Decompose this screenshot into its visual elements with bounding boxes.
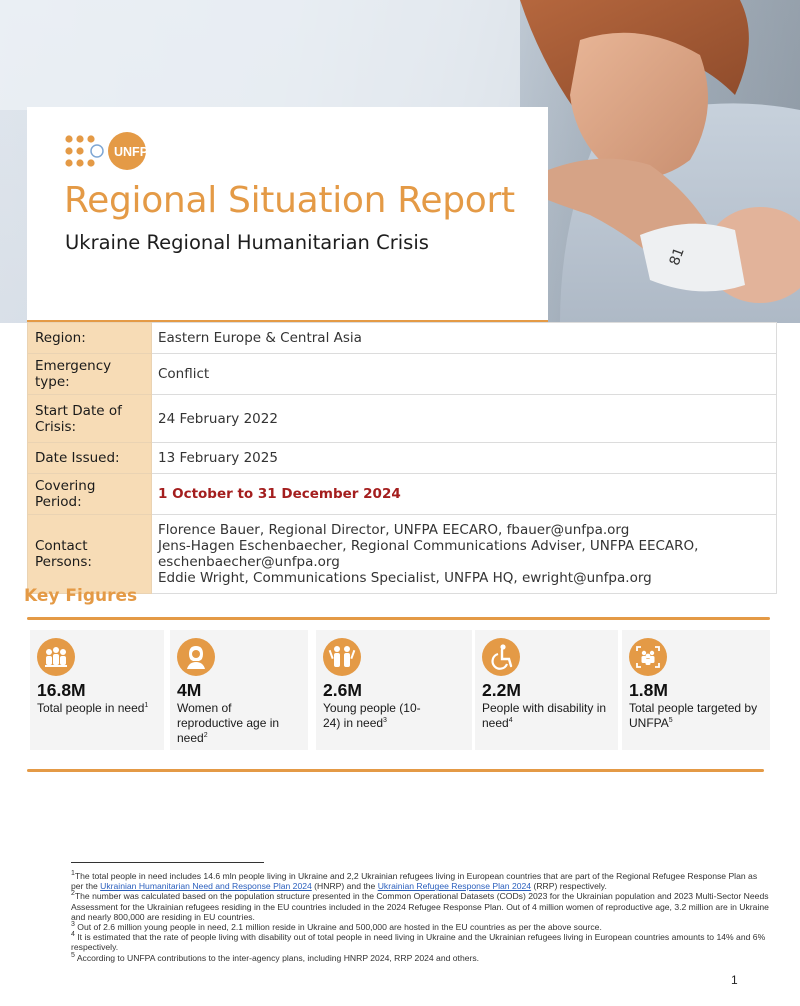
page-subtitle: Ukraine Regional Humanitarian Crisis	[65, 231, 429, 254]
footnote-rule	[71, 862, 264, 863]
hnrp-link[interactable]: Ukrainian Humanitarian Need and Response Plan 2024	[100, 881, 312, 892]
emergency-type-label: Emergency type:	[28, 354, 152, 395]
rrp-link[interactable]: Ukrainian Refugee Response Plan 2024	[377, 881, 532, 892]
key-figure-card	[170, 630, 308, 750]
unfpa-logo	[63, 131, 213, 175]
footnote-marker: 5	[71, 951, 75, 959]
contact-line: eschenbaecher@unfpa.org	[158, 554, 340, 570]
footnote-ref: 5	[668, 717, 673, 724]
key-figure-label	[323, 701, 433, 731]
footnote-4	[71, 932, 771, 952]
key-figures-divider-top	[27, 617, 770, 620]
page-number: 1	[731, 973, 738, 987]
date-issued-value: 13 February 2025	[152, 443, 777, 474]
key-figure-card	[30, 630, 164, 750]
footnote-text: (HNRP) and the	[311, 881, 378, 892]
footnote-text: Out of 2.6 million young people in need, 2.1 million reside in Ukraine and 500,000 are hosted in the EU countries as per the above source.	[77, 922, 602, 933]
key-figure-value: 2.6M	[323, 680, 362, 700]
footnote-ref: 2	[203, 732, 208, 739]
footnote-marker: 4	[71, 931, 75, 939]
footnote-text: (RRP) respectively.	[531, 881, 607, 892]
key-figure-card	[475, 630, 618, 750]
logo-text: UNFPA	[114, 145, 157, 159]
table-row	[28, 323, 777, 354]
footnote-ref: 1	[144, 702, 149, 709]
hero-photo	[0, 0, 800, 323]
footnote-text: The total people in need includes 14.6 mln people living in Ukraine and 2,2 Ukrainian refugees living in European countries that are part of the Regional Refugee Response Plan as per the	[71, 871, 758, 892]
contact-line: Jens-Hagen Eschenbaecher, Regional Communications Adviser, UNFPA EECARO,	[158, 538, 699, 554]
footnote-5	[71, 953, 771, 963]
title-card	[27, 107, 548, 320]
footnote-text: It is estimated that the rate of people living with disability out of total people in need living in Ukraine and the Ukrainian refugees living in European countries amounts to 14% and 6% respectively.	[71, 932, 766, 953]
contact-persons-value	[152, 515, 777, 594]
footnote-ref: 4	[508, 717, 513, 724]
contact-line: Florence Bauer, Regional Director, UNFPA EECARO, fbauer@unfpa.org	[158, 522, 630, 538]
footnote-marker: 3	[71, 921, 75, 929]
people-group-icon	[37, 638, 75, 676]
info-table	[27, 322, 777, 594]
region-label: Region:	[28, 323, 152, 354]
key-figure-value: 16.8M	[37, 680, 86, 700]
footnote-ref: 3	[383, 717, 387, 724]
key-figure-label	[37, 701, 165, 716]
footnotes	[71, 871, 771, 963]
key-figure-value: 2.2M	[482, 680, 521, 700]
table-row	[28, 443, 777, 474]
key-figure-label	[629, 701, 769, 731]
key-figure-label	[177, 701, 297, 746]
key-figure-card	[316, 630, 472, 750]
target-group-icon	[629, 638, 667, 676]
key-figure-value: 4M	[177, 680, 202, 700]
key-figure-label-text: Women of reproductive age in need	[177, 701, 280, 745]
woman-icon	[177, 638, 215, 676]
page-title: Regional Situation Report	[64, 180, 515, 221]
table-row	[28, 515, 777, 594]
footnote-text: According to UNFPA contributions to the inter-agency plans, including HNRP 2024, RRP 2024 and others.	[76, 952, 480, 963]
key-figure-label-text: People with disability in need	[482, 701, 607, 730]
svg-text:81: 81	[666, 245, 688, 268]
emergency-type-value: Conflict	[152, 354, 777, 395]
table-row	[28, 474, 777, 515]
date-issued-label: Date Issued:	[28, 443, 152, 474]
young-people-icon	[323, 638, 361, 676]
key-figure-value: 1.8M	[629, 680, 668, 700]
covering-period-label: Covering Period:	[28, 474, 152, 515]
wheelchair-icon	[482, 638, 520, 676]
key-figure-label-text: Total people targeted by UNFPA	[629, 701, 758, 730]
footnote-text: The number was calculated based on the population structure presented in the Common Operational Datasets (CODs) 2023 for the Ukrainian population and 2023 Multi-Sector Needs Assessment for the Ukrainian refugees residing in the EU countries included in the 2024 Refugee Response Plan. Out of 4 million women of reproductive age, 3.2 million are in Ukraine and nearly 800,000 are residing in EU countries.	[71, 891, 769, 922]
footnote-3	[71, 922, 771, 932]
key-figure-card	[622, 630, 770, 750]
contact-line: Eddie Wright, Communications Specialist, UNFPA HQ, ewright@unfpa.org	[158, 570, 652, 586]
footnote-marker: 1	[71, 870, 75, 878]
start-date-value: 24 February 2022	[152, 395, 777, 443]
key-figures-divider-bottom	[27, 769, 764, 772]
footnote-1	[71, 871, 771, 891]
covering-period-value: 1 October to 31 December 2024	[152, 474, 777, 515]
key-figure-label	[482, 701, 612, 731]
table-row	[28, 354, 777, 395]
key-figures-row	[30, 630, 770, 750]
key-figure-label-text: Young people (10-24) in need	[323, 701, 421, 730]
key-figure-label-text: Total people in need	[37, 701, 145, 715]
contact-persons-label: Contact Persons:	[28, 515, 152, 594]
region-value: Eastern Europe & Central Asia	[152, 323, 777, 354]
table-row	[28, 395, 777, 443]
footnote-2	[71, 891, 771, 922]
footnote-marker: 2	[71, 890, 75, 898]
key-figures-title: Key Figures	[24, 586, 138, 606]
start-date-label: Start Date of Crisis:	[28, 395, 152, 443]
